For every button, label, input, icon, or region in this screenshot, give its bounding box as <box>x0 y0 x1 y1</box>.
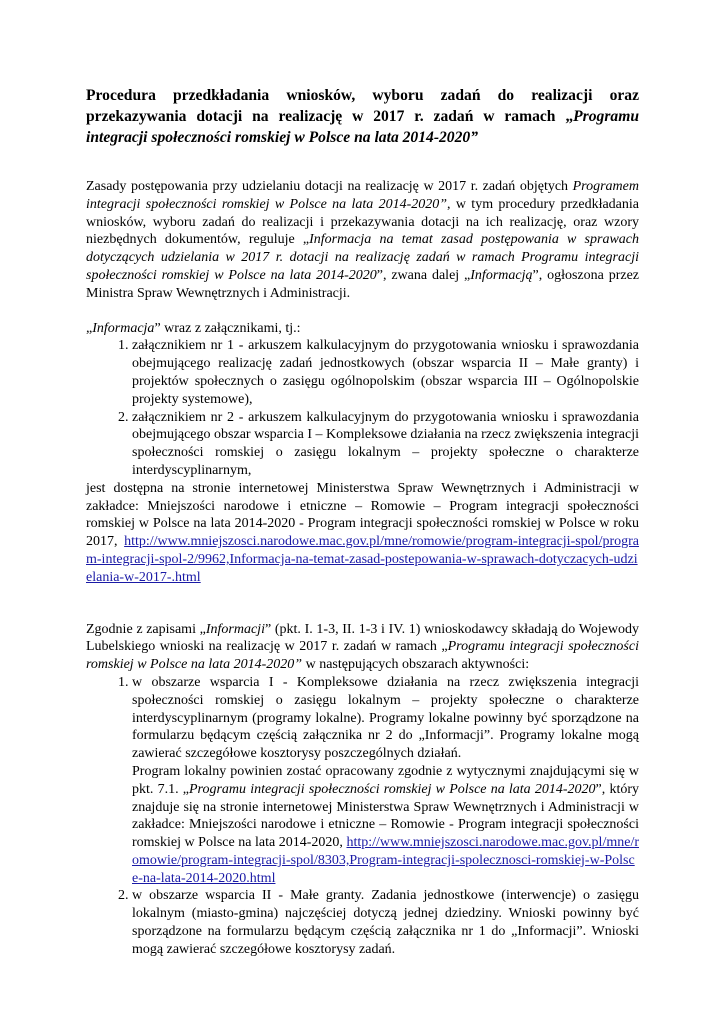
area-1-text: 1. w obszarze wsparcia I - Kompleksowe działania na rzecz zwiększenia integracji społeczności romskiej o zasięgu lokalnym – projekty społeczne o charakterze interdyscyplinarnym (programy lokalne). Programy lokalne powinny być sporządzone na formularzu będącym częścią załącznika nr 2 do „Informacji”. Programy lokalne mogą zawierać szczegółowe kosztorysy poszczególnych działań. <box>132 674 639 762</box>
attachments-list <box>86 337 639 479</box>
area-1-program-text: Program lokalny powinien zostać opracowany zgodnie z wytycznymi znajdującymi się w pkt. 7.1. „Programu integracji społeczności romskiej w Polsce na lata 2014-2020”, który znajduje się na stronie internetowej Ministerstwa Spraw Wewnętrznych i Administracji w zakładce: Mniejszości narodowe i etniczne – Romowie - Program integracji społeczności romskiej w Polsce na lata 2014-2020, http://www.mniejszosci.narodowe.mac.gov.pl/mne/romowie/program-integracji-spol/8303,Program-integracji-spolecznosci-romskiej-w-Polsce-na-lata-2014-2020.html <box>132 763 640 886</box>
intro-paragraph: Zasady postępowania przy udzielaniu dotacji na realizację w 2017 r. zadań objętych Programem integracji społeczności romskiej w Polsce na lata 2014-2020”, w tym procedury przedkładania wniosków, wyboru zadań do realizacji i przekazywania dotacji na ich realizację, oraz wzory niezbędnych dokumentów, reguluje „Informacja na temat zasad postępowania w sprawach dotyczących udzielania w 2017 r. dotacji na realizację zadań w ramach Programu integracji społeczności romskiej w Polsce na lata 2014-2020”, zwana dalej „Informacją”, ogłoszona przez Ministra Spraw Wewnętrznych i Administracji. <box>86 179 640 301</box>
list-item <box>132 674 639 888</box>
attachments-lead: „Informacja” wraz z załącznikami, tj.: <box>86 320 301 336</box>
program-link[interactable]: http://www.mniejszosci.narodowe.mac.gov.pl/mne/romowie/program-integracji-spol/8303,Program-integracji-spolecznosci-romskiej-w-Polsce-na-lata-2014-2020.html <box>132 835 639 886</box>
title-italic-text: Programu integracji społeczności romskiej w Polsce na lata 2014-2020” <box>86 108 639 146</box>
availability-paragraph: jest dostępna na stronie internetowej Ministerstwa Spraw Wewnętrznych i Administracji w zakładce: Mniejszości narodowe i etniczne – Romowie – Program integracji społeczności romskiej w Polsce na lata 2014-2020 - Program integracji społeczności romskiej w Polsce w roku 2017, http://www.mniejszosci.narodowe.mac.gov.pl/mne/romowie/program-integracji-spol/program-integracji-spol-2/9962,Informacja-na-temat-zasad-postepowania-w-sprawach-dotyczacych-udzielania-w-2017-.html <box>86 480 639 585</box>
informacja-link[interactable]: http://www.mniejszosci.narodowe.mac.gov.pl/mne/romowie/program-integracji-spol/program-integracji-spol-2/9962,Informacja-na-temat-zasad-postepowania-w-sprawach-dotyczacych-udzielania-w-2017-.html <box>86 534 639 585</box>
areas-list <box>86 674 639 959</box>
document-title <box>86 85 639 148</box>
list-item: 2. załącznikiem nr 2 - arkuszem kalkulacyjnym do przygotowania wniosku i sprawozdania obejmującego obszar wsparcia I – Kompleksowe działania na rzecz zwiększenia integracji społeczności romskiej o zasięgu lokalnym – projekty społeczne o charakterze interdyscyplinarnym, <box>132 409 639 480</box>
list-item: 2. w obszarze wsparcia II - Małe granty. Zadania jednostkowe (interwencje) o zasięgu lokalnym (miasto-gmina) najczęściej dotyczą jednej dziedziny. Wnioski powinny być sporządzone na formularzu będącym częścią załącznika nr 1 do „Informacji”. Wnioski mogą zawierać szczegółowe kosztorysy zadań. <box>132 887 639 958</box>
list-item: 1. załącznikiem nr 1 - arkuszem kalkulacyjnym do przygotowania wniosku i sprawozdania obejmującego realizację zadań jednostkowych (obszar wsparcia II – Małe granty) i projektów społecznych o zasięgu ogólnopolskim (obszar wsparcia III – Ogólnopolskie projekty systemowe), <box>132 337 639 408</box>
areas-lead: Zgodnie z zapisami „Informacji” (pkt. I. 1-3, II. 1-3 i IV. 1) wnioskodawcy składają do Wojewody Lubelskiego wnioski na realizację w 2017 r. zadań w ramach „Programu integracji społeczności romskiej w Polsce na lata 2014-2020” w następujących obszarach aktywności: <box>86 621 639 673</box>
title-text: Procedura przedkładania wniosków, wyboru zadań do realizacji oraz przekazywania dotacji na realizację w 2017 r. zadań w ramach „ <box>86 87 639 125</box>
